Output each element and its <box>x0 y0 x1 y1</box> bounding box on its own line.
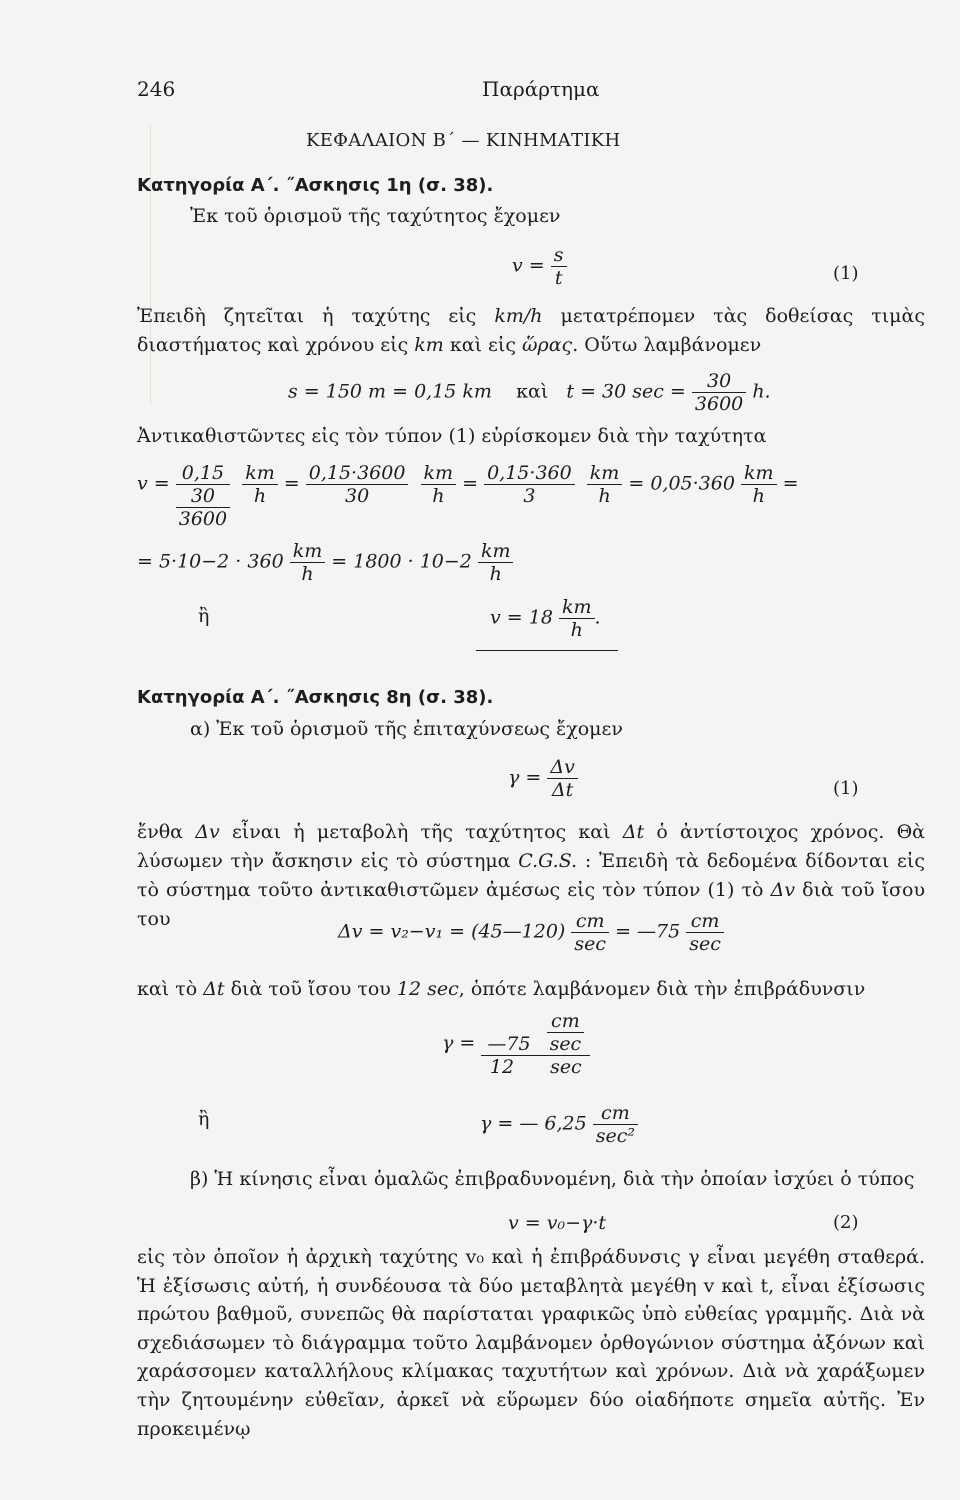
or-word-2: ἢ <box>198 1108 210 1130</box>
equation-label: (1) <box>833 263 859 284</box>
equation-conversion: s = 150 m = 0,15 km καὶ t = 30 sec = $\frac{30}{3600}$ h. <box>288 370 771 415</box>
paragraph-graph: εἰς τὸν ὁποῖον ἡ ἀρχικὴ ταχύτης v₀ καὶ ἡ ἐπιβράδυνσις γ εἶναι μεγέθη σταθερά. Ἡ ἐξίσωσις αὐτή, ἡ συνδέουσα τὰ δύο μεταβλητὰ μεγέθη v καὶ t, εἶναι ἐξίσωσις πρώτου βαθμοῦ, συνεπῶς θὰ παρίσταται γραφικῶς ὑπὸ εὐθείας γραμμῆς. Διὰ νὰ σχεδιάσωμεν τὸ διάγραμμα τοῦτο λαμβάνομεν ὀρθογώνιον σύστημα ἀξόνων καὶ χαράσσομεν καταλλήλους κλίμακας ταχυτήτων καὶ χρόνων. Διὰ νὰ χαράξωμεν τὴν ζητουμένην εὐθεῖαν, ἀρκεῖ νὰ εὕρωμεν δύο οἱαδήποτε σημεῖα αὐτῆς. Ἐν προκειμένῳ <box>137 1246 925 1440</box>
running-title: Παράρτημα <box>482 77 600 101</box>
or-word: ἢ <box>198 605 210 627</box>
equation-acceleration-def: γ = $\frac{\Delta v}{\Delta t}$ <box>508 756 578 801</box>
equation-deceleration-result: γ = — 6,25 $\frac{cm}{\text{sec²}}$ <box>480 1102 638 1147</box>
equation-velocity-def: v = $\frac{s}{t}$ <box>512 244 567 289</box>
result-underline <box>476 650 618 651</box>
part-a-intro: α) Ἐκ τοῦ ὁρισμοῦ τῆς ἐπιταχύνσεως ἔχομεν <box>190 718 623 740</box>
equation-motion: v = v₀−γ·t <box>508 1212 607 1234</box>
paragraph-cgs: ἔνθα Δv εἶναι ἡ μεταβολὴ τῆς ταχύτητος καὶ Δt ὁ ἀντίστοιχος χρόνος. Θὰ λύσωμεν τὴν ἄσκησιν εἰς τὸ σύστημα C.G.S. : Ἐπειδὴ τὰ δεδομένα δίδονται εἰς τὸ σύστημα τοῦτο ἀντικαθιστῶμεν ἀμέσως εἰς τὸν τύπον (1) τὸ Δv διὰ τοῦ ἴσου του <box>137 821 926 930</box>
page-number: 246 <box>137 77 176 101</box>
equation-velocity-calc: v = 0,15 30 3600 $\frac{km}{h}$ = $\frac{0,15\cdot 3600}{30}$ $\frac{km}{h}$ = $\frac{0,15\cdot 360}{3}$ $\frac{km}{h}$ = 0,05·360 $\frac{km}{h}$ = <box>137 462 799 530</box>
equation-label: (2) <box>833 1212 859 1233</box>
intro-text: Ἐκ τοῦ ὁρισμοῦ τῆς ταχύτητος ἔχομεν <box>190 205 561 227</box>
exercise-heading-1: Κατηγορία Α΄. ˝Ασκησις 1η (σ. 38). <box>137 175 494 196</box>
equation-delta-v: Δv = v₂−v₁ = (45—120) $\frac{cm}{\sec}$ = —75 $\frac{cm}{\sec}$ <box>338 910 724 955</box>
equation-label: (1) <box>833 778 859 799</box>
equation-velocity-result: v = 18 $\frac{km}{h}$ . <box>490 596 601 641</box>
chapter-title: ΚΕΦΑΛΑΙΟΝ Β΄ — ΚΙΝΗΜΑΤΙΚΗ <box>306 130 621 151</box>
equation-velocity-calc-2: = 5·10−2 · 360 $\frac{km}{h}$ = 1800 · 10−2 $\frac{km}{h}$ <box>137 540 513 585</box>
exercise-heading-2: Κατηγορία Α΄. ˝Ασκησις 8η (σ. 38). <box>137 687 494 708</box>
part-b-intro: β) Ἡ κίνησις εἶναι ὁμαλῶς ἐπιβραδυνομένη, διὰ τὴν ὁποίαν ἰσχύει ὁ τύπος <box>190 1168 915 1190</box>
paragraph-conversion: Ἐπειδὴ ζητεῖται ἡ ταχύτης εἰς km/h μετατρέπομεν τὰς δοθείσας τιμὰς διαστήματος καὶ χρόνου εἰς km καὶ εἰς ὥρας. Οὕτω λαμβάνομεν <box>137 305 925 356</box>
substitution-text: Ἀντικαθιστῶντες εἰς τὸν τύπον (1) εὑρίσκομεν διὰ τὴν ταχύτητα <box>137 425 767 447</box>
equation-deceleration: γ = —75 $\frac{cm}{\sec}$ 12 sec <box>442 1010 590 1078</box>
paragraph-delta-t: καὶ τὸ Δt διὰ τοῦ ἴσου του 12 sec, ὁπότε λαμβάνομεν διὰ τὴν ἐπιβράδυνσιν <box>137 978 866 1000</box>
